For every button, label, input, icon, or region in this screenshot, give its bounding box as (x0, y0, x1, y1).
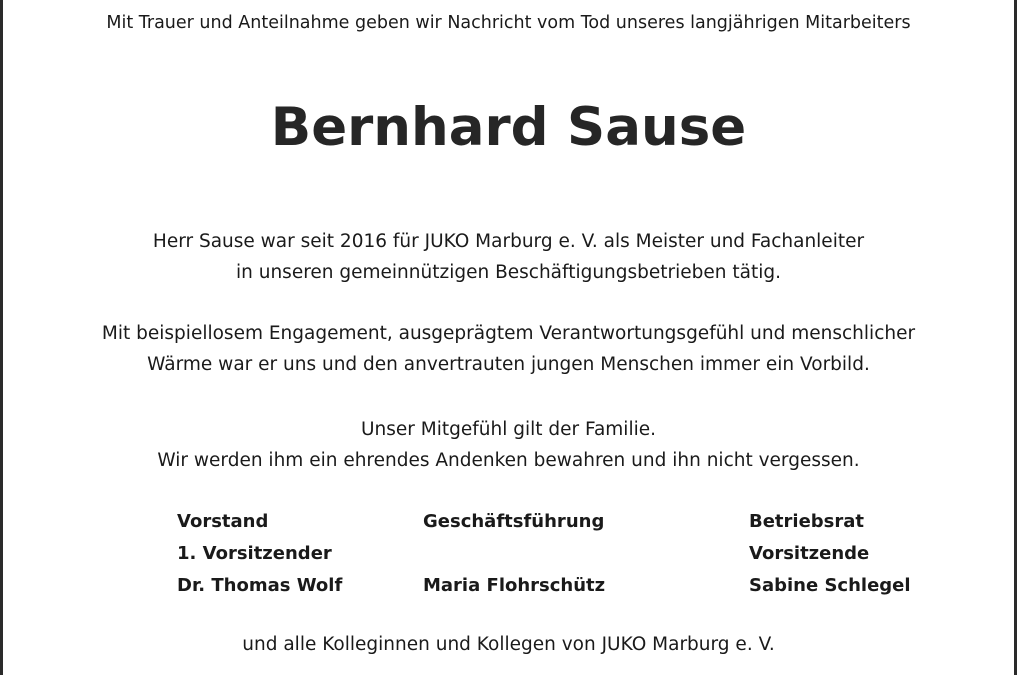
signatory-works-council (749, 506, 911, 602)
signatory-management (423, 506, 605, 602)
deceased-name: Bernhard Sause (270, 97, 747, 158)
paragraph-tribute (0, 318, 1017, 380)
signatory-board (177, 506, 342, 602)
paragraph-line: Wir werden ihm ein ehrendes Andenken bewahren und ihn nicht vergessen. (157, 450, 860, 471)
signatory-role: Vorsitzende (749, 543, 870, 564)
signatory-title: Geschäftsführung (423, 511, 605, 532)
signatory-name: Sabine Schlegel (749, 575, 911, 596)
signatory-role: 1. Vorsitzender (177, 543, 332, 564)
paragraph-line: Mit beispiellosem Engagement, ausgeprägtem Verantwortungsgefühl und menschlicher (101, 323, 916, 344)
paragraph-line: Unser Mitgefühl gilt der Familie. (361, 419, 656, 440)
paragraph-line: in unseren gemeinnützigen Beschäftigungsbetrieben tätig. (235, 262, 782, 283)
paragraph-line: Wärme war er uns und den anvertrauten jungen Menschen immer ein Vorbild. (147, 354, 870, 375)
signatory-title: Vorstand (177, 511, 269, 532)
signatory-name: Maria Flohrschütz (423, 575, 606, 596)
closing-line: und alle Kolleginnen und Kollegen von JUKO Marburg e. V. (242, 634, 775, 655)
signatory-title: Betriebsrat (749, 511, 865, 532)
paragraph-line: Herr Sause war seit 2016 für JUKO Marburg e. V. als Meister und Fachanleiter (152, 231, 865, 252)
signatory-role (423, 538, 605, 570)
notice-intro: Mit Trauer und Anteilnahme geben wir Nachricht vom Tod unseres langjährigen Mitarbeiters (106, 13, 911, 33)
paragraph-condolence (0, 414, 1017, 476)
paragraph-employment (0, 226, 1017, 288)
signatory-name: Dr. Thomas Wolf (177, 575, 343, 596)
